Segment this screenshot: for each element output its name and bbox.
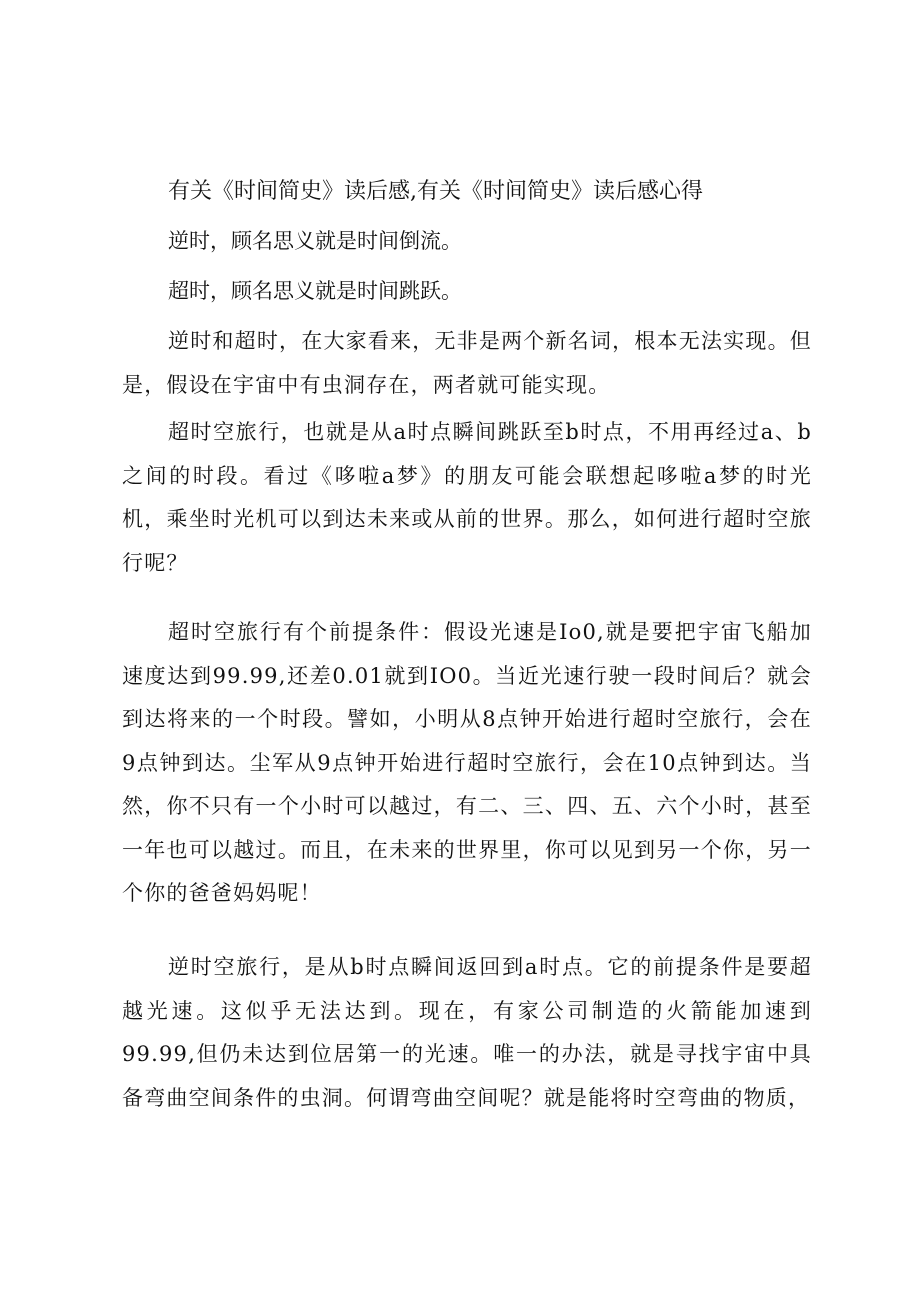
paragraph-reverse-time-travel: 逆时空旅行，是从b时点瞬间返回到a时点。它的前提条件是要超越光速。这似乎无法达到。现在，有家公司制造的火箭能加速到99.99,但仍未达到位居第一的光速。唯一的办法，就是寻找宇宙中具备弯曲空间条件的虫洞。何谓弯曲空间呢？就是能将时空弯曲的物质， <box>122 955 812 1110</box>
paragraph-preconditions: 超时空旅行有个前提条件：假设光速是Io0,就是要把宇宙飞船加速度达到99.99,还差0.01就到IO0。当近光速行驶一段时间后？就会到达将来的一个时段。譬如，小明从8点钟开始进行超时空旅行，会在9点钟到达。尘军从9点钟开始进行超时空旅行，会在10点钟到达。当然，你不只有一个小时可以越过，有二、三、四、五、六个小时，甚至一年也可以越过。而且，在未来的世界里，你可以见到另一个你，另一个你的爸爸妈妈呢！ <box>122 620 812 905</box>
paragraph-super-time-travel: 超时空旅行，也就是从a时点瞬间跳跃至b时点，不用再经过a、b之间的时段。看过《哆啦a梦》的朋友可能会联想起哆啦a梦的时光机，乘坐时光机可以到达未来或从前的世界。那么，如何进行超时空旅行呢？ <box>122 420 812 575</box>
paragraph-intro: 逆时和超时，在大家看来，无非是两个新名词，根本无法实现。但是，假设在宇宙中有虫洞存在，两者就可能实现。 <box>122 329 812 397</box>
line-reverse-time: 逆时，顾名思义就是时间倒流。 <box>168 229 462 253</box>
line-super-time: 超时，顾名思义就是时间跳跃。 <box>168 279 462 303</box>
document-title: 有关《时间简史》读后感,有关《时间简史》读后感心得 <box>168 179 703 204</box>
